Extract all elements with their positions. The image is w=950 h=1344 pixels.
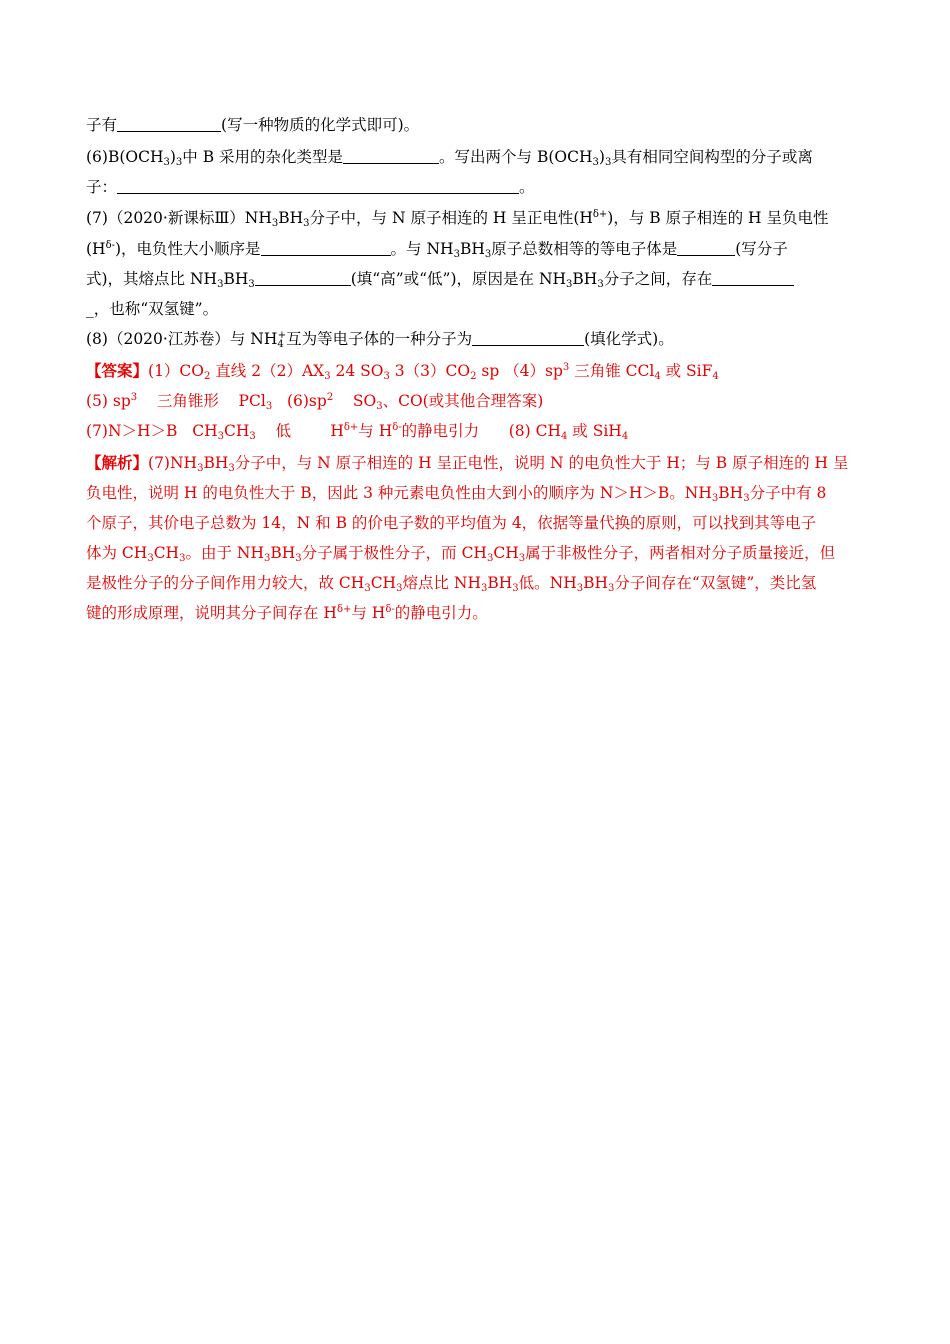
text-run: )，电负性大小顺序是 [114, 240, 261, 258]
text-run: 分子属于极性分子，而 CH [301, 544, 487, 562]
q7-line-2 [86, 238, 788, 260]
text-run: 具有相同空间构型的分子或离 [611, 148, 813, 166]
text-run: (填化学式)。 [584, 330, 674, 348]
text-run: BH [203, 454, 229, 472]
subscript: 3 [265, 401, 273, 412]
text-run: )，与 B 原子相连的 H 呈负电性 [607, 209, 829, 227]
text-run: 互为等电子体的一种分子为 [286, 330, 473, 348]
answer-line-3 [86, 420, 628, 442]
text-run: ) [598, 148, 605, 166]
subscript: 3 [604, 157, 612, 168]
answer-blank [472, 331, 584, 346]
text-run: 与 H [358, 422, 393, 440]
superscript: 2 [326, 392, 334, 403]
text-run: 中 B 采用的杂化类型是 [182, 148, 344, 166]
analysis-line-4 [86, 542, 835, 564]
q7-line-4 [86, 298, 218, 320]
subscript: 3 [592, 157, 599, 168]
analysis-line-3 [86, 512, 816, 534]
text-run: BH [583, 574, 609, 592]
subscript: 3 [179, 553, 186, 564]
text-run: BH [487, 574, 513, 592]
text-run: 分子中，与 N 原子相连的 H 呈正电性，说明 N 的电负性大于 H；与 B 原子相连的 H 呈 [234, 454, 849, 472]
analysis-label: 【解析】 [86, 453, 149, 472]
text-run: BH [718, 484, 744, 502]
text-run: 属于非极性分子，两者相对分子质量接近，但 [525, 544, 836, 562]
text-run: (5) sp [86, 392, 131, 410]
text-run: 直线 2（2）AX [210, 362, 325, 380]
text-run: 与 H [351, 604, 386, 622]
answer-blank [343, 149, 439, 164]
text-run: 24 SO [330, 362, 384, 380]
subscript: 4 [654, 371, 661, 382]
superscript: 3 [130, 392, 138, 403]
text-run: (7)N＞H＞B CH [86, 422, 218, 440]
superscript: δ- [392, 422, 402, 433]
subscript: 3 [376, 401, 383, 412]
subscript: 3 [486, 553, 494, 564]
subscript: 4 [712, 371, 719, 382]
subscript: 2 [204, 371, 211, 382]
text-run: 低 H [255, 422, 344, 440]
text-run: BH [459, 240, 485, 258]
text-run: 体为 CH [86, 544, 148, 562]
subscript: 3 [576, 583, 584, 594]
superscript: δ+ [592, 209, 608, 220]
text-run: 的静电引力 (8) CH [401, 422, 561, 440]
text-run: CH [370, 574, 397, 592]
subscript: 3 [480, 583, 488, 594]
superscript: δ+ [343, 422, 359, 433]
text-run: 分子之间，存在 [603, 270, 713, 288]
text-run: CH [223, 422, 250, 440]
answer-line-1 [86, 360, 719, 382]
superscript: δ- [385, 604, 395, 615]
text-run: 。由于 NH [185, 544, 264, 562]
text-run: (写分子 [735, 240, 788, 258]
subscript: 3 [324, 371, 331, 382]
answer-line-2 [86, 390, 543, 412]
text-run: _，也称“双氢键”。 [86, 300, 219, 318]
subscript: 3 [608, 583, 615, 594]
text-run: 个原子，其价电子总数为 14，N 和 B 的价电子数的平均值为 4，依据等量代换的原则，可以找到其等电子 [86, 514, 817, 532]
subscript: 3 [364, 583, 371, 594]
text-run: (填“高”或“低”)，原因是在 NH [350, 270, 567, 288]
text-run: BH [278, 209, 304, 227]
answer-blank [117, 117, 221, 132]
text-run: (8)（2020·江苏卷）与 NH [86, 330, 278, 348]
subscript: 3 [163, 157, 170, 168]
text-run: 三角锥形 PCl [137, 392, 266, 410]
subscript: 3 [396, 583, 403, 594]
text-run: (6)B(OCH [86, 148, 164, 166]
text-run: CH [493, 544, 519, 562]
subscript: 3 [303, 218, 310, 229]
text-run: 原子总数相等的等电子体是 [491, 240, 678, 258]
text-run: SO [333, 392, 377, 410]
subscript: 3 [512, 583, 519, 594]
text-run: 子： [86, 178, 118, 196]
text-run: BH [223, 270, 249, 288]
answer-blank [255, 271, 351, 286]
subscript: 2 [470, 371, 477, 382]
text-run: (7)（2020·新课标Ⅲ）NH [86, 209, 272, 227]
answer-blank [117, 179, 519, 194]
text-run: CH [153, 544, 180, 562]
text-run: sp （4）sp [476, 362, 563, 380]
text-run: 、CO(或其他合理答案) [382, 392, 544, 410]
superscript: δ- [105, 240, 115, 251]
subscript: 3 [518, 553, 526, 564]
text-run: 的静电引力。 [394, 604, 488, 622]
subscript: 3 [228, 463, 235, 474]
superscript: + [277, 330, 287, 341]
text-run: ) [169, 148, 176, 166]
text-run: 或 SiF [660, 362, 713, 380]
q7-line-1 [86, 207, 828, 229]
q8-line [86, 328, 674, 350]
superscript: δ+ [336, 604, 352, 615]
subscript: 4 [560, 431, 568, 442]
analysis-line-2 [86, 482, 826, 504]
answer-blank [261, 241, 391, 256]
subscript: 3 [248, 279, 255, 290]
answer-label: 【答案】 [86, 361, 149, 380]
analysis-line-6 [86, 602, 488, 624]
subscript: 3 [566, 279, 573, 290]
text-run: BH [270, 544, 296, 562]
text-run: 分子间存在“双氢键”，类比氢 [614, 574, 817, 592]
subscript: 3 [197, 463, 204, 474]
subscript: 3 [263, 553, 271, 564]
q5-end-line: 子有 (写一种物质的化学式即可)。 [86, 116, 420, 134]
text-run: 负电性，说明 H 的电负性大于 B，因此 3 种元素电负性由大到小的顺序为 N＞H＞B。NH [86, 484, 712, 502]
q6-line-1 [86, 146, 813, 168]
text-run: 分子中有 8 [749, 484, 827, 502]
analysis-line-5 [86, 572, 816, 594]
subscript: 3 [217, 431, 224, 442]
text-run: (7)NH [148, 454, 198, 472]
text-run: 。写出两个与 B(OCH [439, 148, 593, 166]
text-run: (6)sp [272, 392, 327, 410]
subscript: 3 [383, 371, 390, 382]
subscript: 3 [217, 279, 224, 290]
analysis-line-1 [86, 452, 849, 474]
q6-line-2 [86, 176, 535, 198]
subscript: 3 [249, 431, 256, 442]
text-run: 熔点比 NH [402, 574, 481, 592]
subscript: 3 [175, 157, 183, 168]
subscript: 3 [743, 493, 750, 504]
text-run: (1）CO [148, 362, 204, 380]
subscript: 4 [621, 431, 629, 442]
answer-blank [712, 271, 794, 286]
text-run: 低。NH [518, 574, 577, 592]
subscript: 3 [597, 279, 604, 290]
text-run: 。与 NH [390, 240, 454, 258]
answer-blank [677, 241, 735, 256]
subscript: 3 [147, 553, 154, 564]
subscript: 3 [271, 218, 279, 229]
subscript: 3 [295, 553, 302, 564]
text-run: (H [86, 240, 106, 258]
subscript: 3 [711, 493, 719, 504]
text-run: BH [572, 270, 598, 288]
text-run: 键的形成原理，说明其分子间存在 H [86, 604, 337, 622]
subscript: 3 [453, 249, 460, 260]
subscript: 3 [484, 249, 492, 260]
text-run: 是极性分子的分子间作用力较大，故 CH [86, 574, 365, 592]
text-run: 式)，其熔点比 NH [86, 270, 218, 288]
text-run: 或 SiH [567, 422, 622, 440]
q7-line-3 [86, 268, 794, 290]
text-run: 3（3）CO [389, 362, 471, 380]
text-run: 分子中，与 N 原子相连的 H 呈正电性(H [309, 209, 593, 227]
text-run: 。 [519, 178, 535, 196]
superscript: 3 [562, 362, 570, 373]
text-run: 三角锥 CCl [569, 362, 655, 380]
subscript: 4 [277, 339, 284, 350]
